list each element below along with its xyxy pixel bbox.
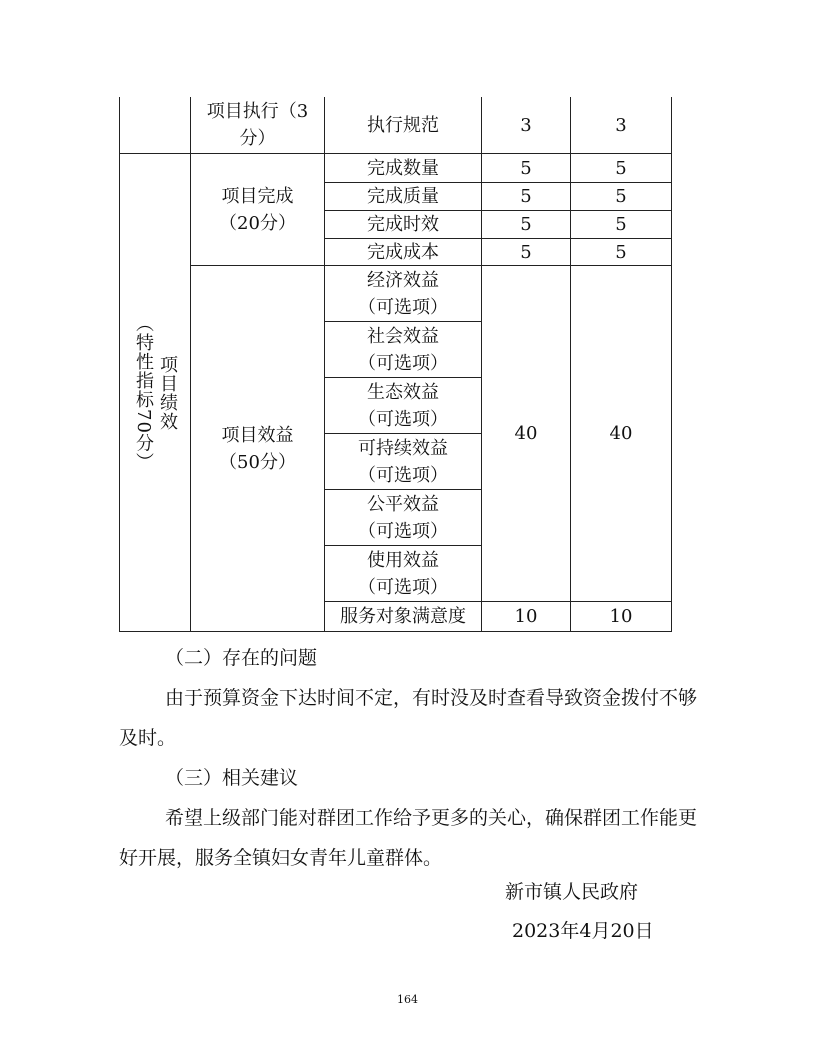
indicator-name: 社会效益 bbox=[367, 325, 439, 347]
signature-org: 新市镇人民政府 bbox=[505, 881, 639, 903]
score-cell: 10 bbox=[514, 606, 538, 627]
score-cell: 10 bbox=[609, 606, 633, 627]
category-cell bbox=[120, 154, 190, 631]
indicator-name: 可持续效益 bbox=[358, 437, 448, 459]
score-cell: 5 bbox=[520, 157, 532, 179]
score-cell: 5 bbox=[520, 241, 532, 263]
score-cell: 5 bbox=[520, 214, 532, 235]
indicator-cell: 完成质量 bbox=[367, 186, 439, 207]
category-name: 项目绩效 bbox=[157, 354, 178, 431]
indicator-note: （可选项） bbox=[358, 352, 448, 374]
section-body: 希望上级部门能对群团工作给予更多的关心，确保群团工作能更好开展，服务全镇妇女青年儿童群体。 bbox=[119, 807, 698, 869]
score-cell: 3 bbox=[615, 114, 627, 136]
sub-category-points: （50分） bbox=[219, 451, 296, 473]
indicator-cell: 执行规范 bbox=[367, 114, 439, 136]
table-border-right bbox=[671, 97, 672, 632]
indicator-name: 经济效益 bbox=[367, 269, 439, 291]
signature-date: 2023年4月20日 bbox=[512, 920, 654, 942]
indicator-cell: 完成时效 bbox=[367, 214, 439, 235]
indicator-cell bbox=[325, 490, 481, 545]
indicator-cell: 服务对象满意度 bbox=[340, 606, 466, 627]
indicator-note: （可选项） bbox=[358, 408, 448, 430]
indicator-note: （可选项） bbox=[358, 576, 448, 598]
indicator-note: （可选项） bbox=[358, 520, 448, 542]
indicator-note: （可选项） bbox=[358, 296, 448, 318]
section-heading: （三）相关建议 bbox=[165, 767, 299, 789]
indicator-cell bbox=[325, 322, 481, 377]
indicator-name: 生态效益 bbox=[367, 381, 439, 403]
indicator-note: （可选项） bbox=[358, 464, 448, 486]
indicator-cell bbox=[325, 546, 481, 601]
score-cell: 5 bbox=[615, 241, 627, 263]
score-cell: 3 bbox=[520, 114, 532, 136]
indicator-cell bbox=[325, 434, 481, 489]
sub-category-points: （20分） bbox=[219, 212, 296, 234]
indicator-name: 使用效益 bbox=[367, 549, 439, 571]
performance-table bbox=[119, 97, 672, 632]
score-cell: 5 bbox=[615, 186, 627, 207]
table-border-bottom bbox=[119, 631, 672, 632]
score-cell-merged: 40 bbox=[609, 423, 633, 444]
indicator-cell bbox=[325, 378, 481, 433]
sub-category-label: 项目完成 bbox=[221, 185, 294, 207]
sub-category-execution: 项目执行（3分） bbox=[206, 101, 309, 149]
score-cell-merged: 40 bbox=[514, 423, 538, 444]
indicator-name: 公平效益 bbox=[367, 493, 439, 515]
indicator-cell bbox=[325, 266, 481, 321]
section-heading: （二）存在的问题 bbox=[165, 647, 318, 669]
page-number: 164 bbox=[397, 993, 418, 1006]
section-body: 由于预算资金下达时间不定，有时没及时查看导致资金拨付不够及时。 bbox=[119, 687, 698, 749]
sub-category-completion bbox=[191, 154, 324, 265]
score-cell: 5 bbox=[520, 186, 532, 207]
indicator-cell: 完成数量 bbox=[367, 157, 439, 179]
indicator-cell: 完成成本 bbox=[367, 241, 439, 263]
score-cell: 5 bbox=[615, 157, 627, 179]
score-cell: 5 bbox=[615, 214, 627, 235]
sub-category-benefit bbox=[191, 266, 324, 631]
category-subtitle: （特性指标70分） bbox=[133, 313, 154, 472]
sub-category-label: 项目效益 bbox=[221, 424, 294, 446]
